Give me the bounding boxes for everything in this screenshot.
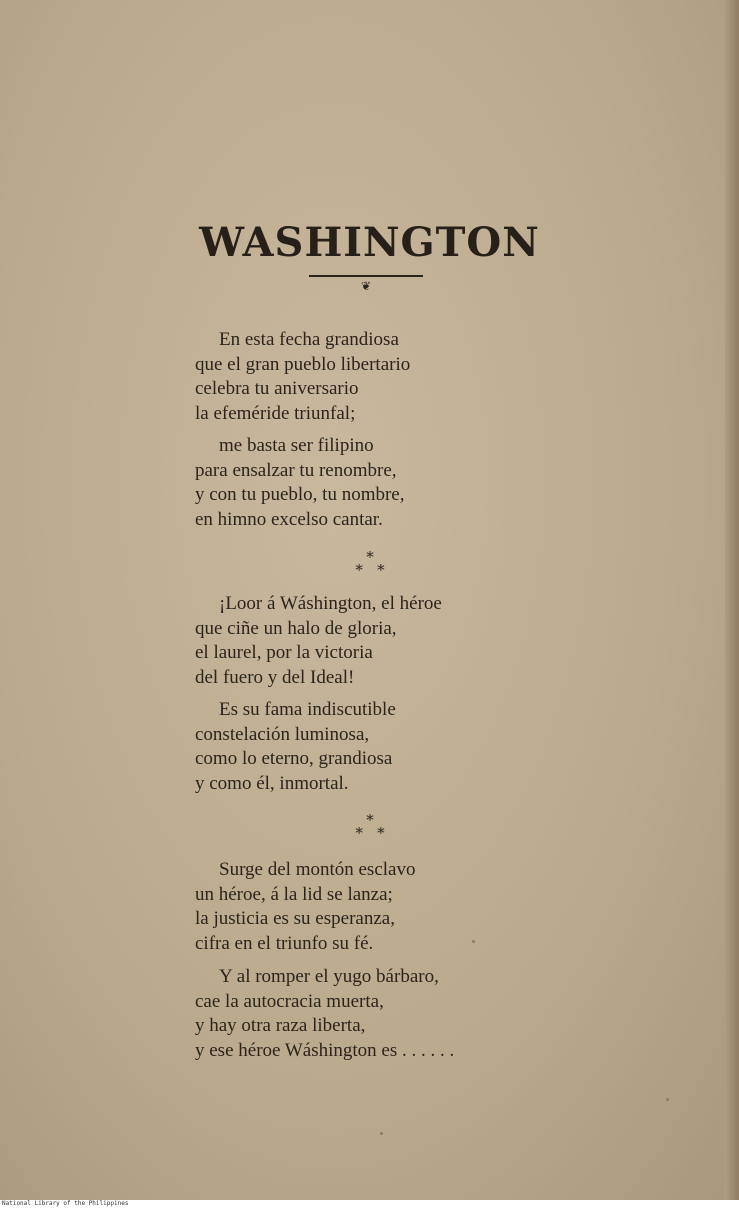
verse-line: cifra en el triunfo su fé. [195, 932, 374, 954]
verse-line: la efeméride triunfal; [195, 402, 356, 424]
stanza-2 [195, 434, 615, 532]
verse-line: cae la autocracia muerta, [195, 990, 384, 1012]
stanza-6 [195, 965, 615, 1063]
fleuron-icon: ❦ [360, 279, 372, 293]
verse-line: En esta fecha grandiosa [219, 329, 399, 350]
paper-speck [666, 1098, 669, 1101]
verse-line: y ese héroe Wáshington es . . . . . . [195, 1039, 455, 1061]
verse-line: me basta ser filipino [219, 435, 374, 456]
asterism-bottom: * * [355, 824, 385, 842]
page-edge [725, 0, 739, 1200]
verse-line: como lo eterno, grandiosa [195, 748, 393, 770]
asterism-divider [340, 811, 400, 842]
verse-line: Surge del montón esclavo [219, 859, 416, 880]
verse-line: y con tu pueblo, tu nombre, [195, 484, 405, 506]
poem-title: WASHINGTON [199, 219, 540, 266]
stanza-4 [195, 698, 615, 796]
paper-speck [380, 1132, 383, 1135]
verse-line: en himno excelso cantar. [195, 508, 383, 530]
stanza-1 [195, 328, 615, 426]
verse-line: Es su fama indiscutible [219, 699, 396, 720]
verse-line: que el gran pueblo libertario [195, 353, 411, 375]
asterism-top: * [366, 548, 374, 566]
verse-line: y hay otra raza liberta, [195, 1015, 366, 1037]
asterism-divider [340, 548, 400, 579]
asterism-bottom: * * [355, 561, 385, 579]
stanza-5 [195, 858, 615, 956]
verse-line: del fuero y del Ideal! [195, 666, 355, 688]
verse-line: celebra tu aniversario [195, 378, 359, 400]
verse-line: y como él, inmortal. [195, 772, 349, 794]
paper-speck [472, 940, 475, 943]
verse-line: el laurel, por la victoria [195, 642, 373, 664]
library-credit: National Library of the Philippines [2, 1200, 129, 1207]
verse-line: para ensalzar tu renombre, [195, 459, 397, 481]
title-rule [309, 275, 423, 277]
stanza-3 [195, 592, 615, 690]
verse-line: Y al romper el yugo bárbaro, [219, 966, 439, 987]
verse-line: un héroe, á la lid se lanza; [195, 883, 393, 905]
verse-line: la justicia es su esperanza, [195, 908, 395, 930]
verse-line: ¡Loor á Wáshington, el héroe [219, 593, 442, 614]
verse-line: constelación luminosa, [195, 723, 370, 745]
verse-line: que ciñe un halo de gloria, [195, 617, 397, 639]
asterism-top: * [366, 811, 374, 829]
